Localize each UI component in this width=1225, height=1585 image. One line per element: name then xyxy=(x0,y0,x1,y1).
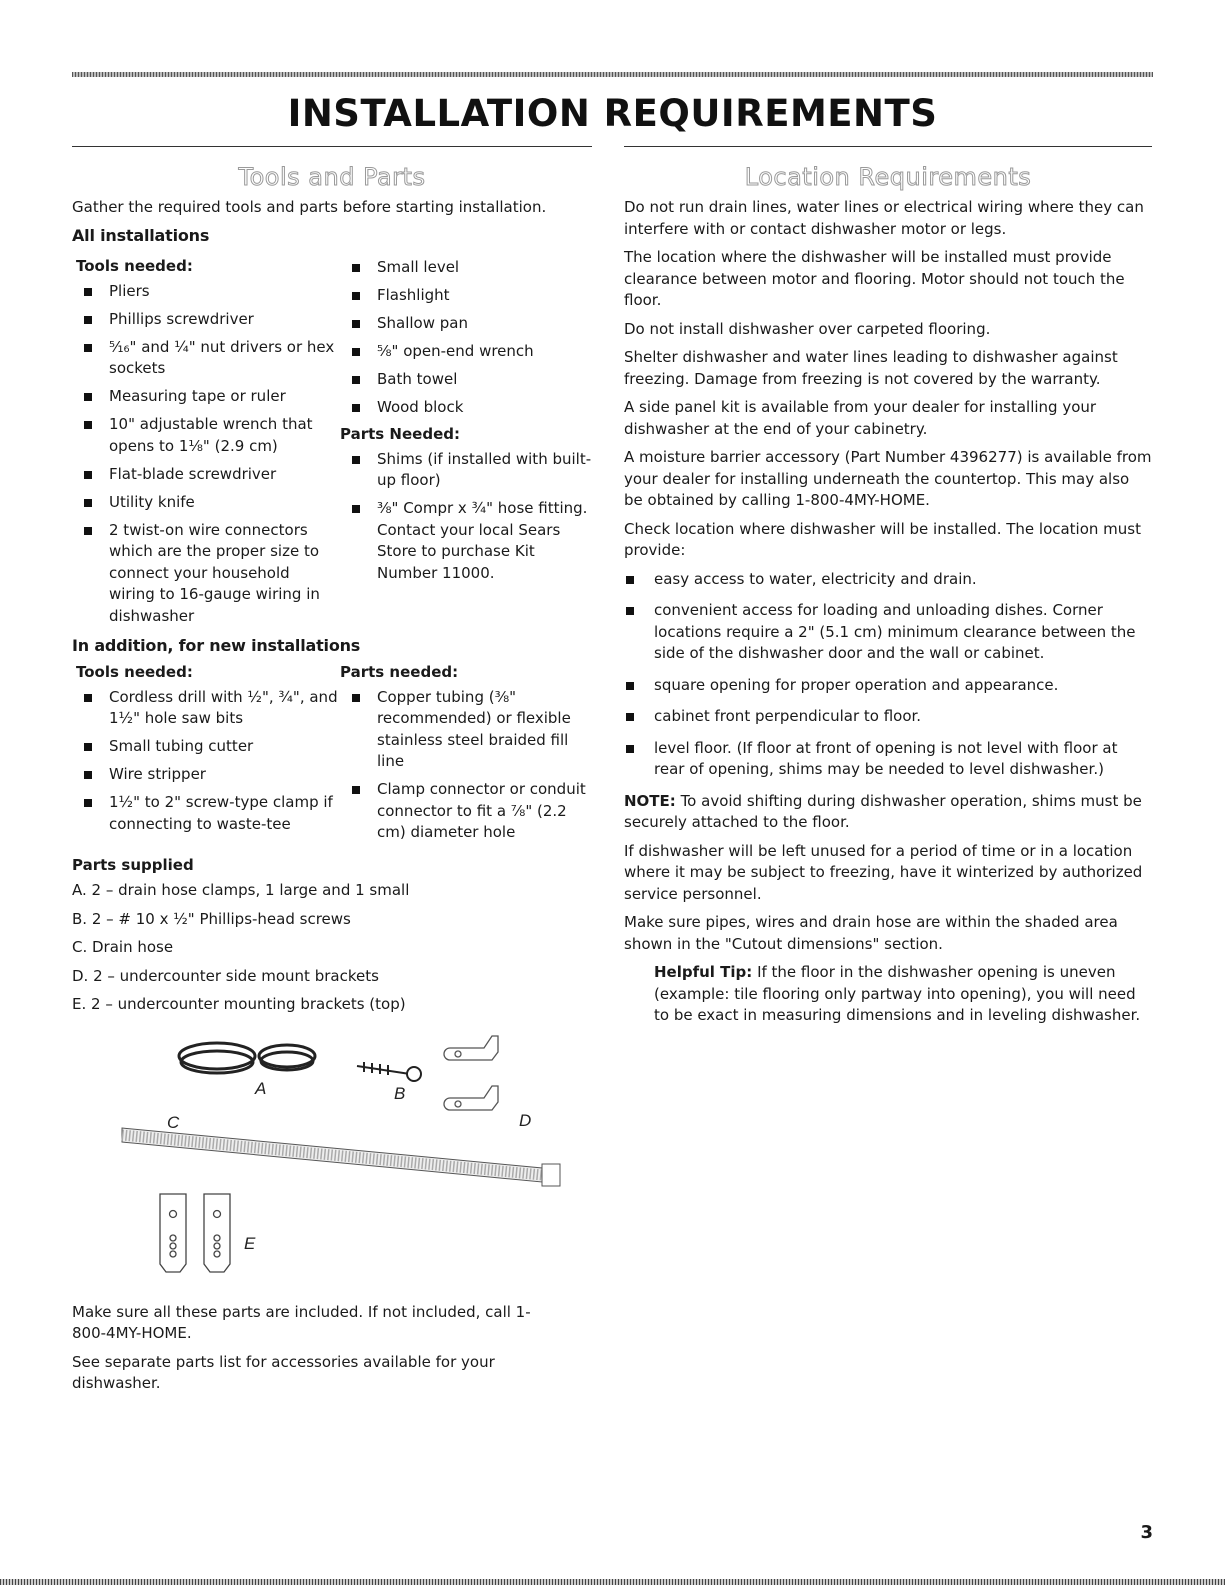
list-item: Wood block xyxy=(340,397,592,419)
list-item: Copper tubing (⅜" recommended) or flexible stainless steel braided fill line xyxy=(340,687,592,773)
parts-check-note: Make sure all these parts are included. If not included, call 1-800-4MY-HOME. xyxy=(72,1302,531,1342)
label-b: B xyxy=(394,1083,406,1103)
label-a: A xyxy=(255,1078,267,1098)
parts-illustration xyxy=(72,1026,592,1296)
parts-supplied-list xyxy=(72,880,592,1016)
list-item: ⅝" open-end wrench xyxy=(340,341,592,363)
page-title: INSTALLATION REQUIREMENTS xyxy=(287,92,938,135)
list-item: ⅜" Compr x ¾" hose fitting. Contact your local Sears Store to purchase Kit Number 11000. xyxy=(340,498,592,584)
new-tools-list xyxy=(72,687,340,836)
side-mount-brackets-illustration xyxy=(444,1036,498,1110)
list-item: Flashlight xyxy=(340,285,592,307)
list-item: D. 2 – undercounter side mount brackets xyxy=(72,966,379,985)
label-e: E xyxy=(244,1233,256,1253)
all-installations-heading: All installations xyxy=(72,225,210,245)
location-section-title: Location Requirements xyxy=(744,163,1032,191)
list-item: 10" adjustable wrench that opens to 1⅛" (2.9 cm) xyxy=(72,414,340,457)
paragraph: If dishwasher will be left unused for a period of time or in a location where it may be subject to freezing, have it winterized by authorized service personnel. xyxy=(624,841,1143,903)
label-c: C xyxy=(167,1112,180,1132)
paragraph: Do not install dishwasher over carpeted flooring. xyxy=(624,319,991,338)
tools-needed-label: Tools needed: xyxy=(76,256,193,275)
top-mounting-brackets-illustration xyxy=(160,1194,230,1272)
list-item: 1½" to 2" screw-type clamp if connecting to waste-tee xyxy=(72,792,340,835)
paragraph: Check location where dishwasher will be installed. The location must provide: xyxy=(624,519,1141,559)
tools-and-parts-column xyxy=(72,146,592,1402)
drain-hose-illustration xyxy=(122,1128,560,1186)
new-tools-needed-label: Tools needed: xyxy=(76,662,193,681)
list-item: square opening for proper operation and appearance. xyxy=(624,675,1152,697)
section-rule xyxy=(72,146,592,147)
parts-list xyxy=(340,449,592,585)
tools-parts-section-title: Tools and Parts xyxy=(238,163,426,191)
all-installations-lists xyxy=(72,251,592,634)
tip-label: Helpful Tip: xyxy=(654,963,753,981)
location-requirements-column xyxy=(624,146,1152,1034)
bottom-decorative-bar xyxy=(0,1579,1225,1585)
list-item: Shims (if installed with built-up floor) xyxy=(340,449,592,492)
note-paragraph xyxy=(624,791,1152,834)
page-number: 3 xyxy=(1140,1522,1153,1543)
list-item: level floor. (If floor at front of opening is not level with floor at rear of opening, shims may be needed to level dishwasher.) xyxy=(624,738,1152,781)
tip-text: If the floor in the dishwasher opening is uneven (example: tile flooring only partway into opening), you will need to be exact in measuring dimensions and in leveling dishwasher. xyxy=(654,963,1141,1024)
list-item: 2 twist-on wire connectors which are the proper size to connect your household wiring to 16-gauge wiring in dishwasher xyxy=(72,520,340,628)
tools-intro: Gather the required tools and parts before starting installation. xyxy=(72,198,547,216)
paragraph: The location where the dishwasher will be installed must provide clearance between motor and flooring. Motor should not touch the floor. xyxy=(624,248,1125,309)
new-parts-list xyxy=(340,687,592,844)
top-decorative-bar xyxy=(72,72,1153,77)
note-label: NOTE: xyxy=(624,791,676,810)
list-item: C. Drain hose xyxy=(72,938,174,956)
paragraph: Make sure pipes, wires and drain hose are within the shaded area shown in the "Cutout dimensions" section. xyxy=(624,913,1118,953)
section-rule xyxy=(624,146,1152,147)
list-item: Utility knife xyxy=(72,492,340,514)
accessories-note: See separate parts list for accessories available for your dishwasher. xyxy=(72,1352,495,1392)
paragraph: A side panel kit is available from your dealer for installing your dishwasher at the end of your cabinetry. xyxy=(624,398,1097,438)
screw-illustration xyxy=(357,1062,421,1081)
location-requirements-list xyxy=(624,569,1152,781)
paragraph: A moisture barrier accessory (Part Number 4396277) is available from your dealer for installing underneath the countertop. This may also be obtained by calling 1-800-4MY-HOME. xyxy=(624,448,1152,509)
tools-list xyxy=(72,281,340,628)
list-item: E. 2 – undercounter mounting brackets (top) xyxy=(72,995,406,1013)
list-item: easy access to water, electricity and drain. xyxy=(624,569,1152,591)
list-item: Clamp connector or conduit connector to fit a ⅞" (2.2 cm) diameter hole xyxy=(340,779,592,844)
list-item: Pliers xyxy=(72,281,340,303)
list-item: Small tubing cutter xyxy=(72,736,340,758)
list-item: ⁵⁄₁₆" and ¼" nut drivers or hex sockets xyxy=(72,337,340,380)
list-item: Shallow pan xyxy=(340,313,592,335)
parts-needed-label: Parts Needed: xyxy=(340,424,460,443)
list-item: convenient access for loading and unloading dishes. Corner locations require a 2" (5.1 cm) minimum clearance between the side of the dishwasher door and the wall or cabinet. xyxy=(624,600,1152,665)
paragraph: Shelter dishwasher and water lines leading to dishwasher against freezing. Damage from freezing is not covered by the warranty. xyxy=(624,348,1118,388)
tools-list-col2 xyxy=(340,257,592,419)
paragraph: Do not run drain lines, water lines or electrical wiring where they can interfere with or contact dishwasher motor or legs. xyxy=(624,198,1144,238)
list-item: Measuring tape or ruler xyxy=(72,386,340,408)
new-installations-lists xyxy=(72,661,592,851)
list-item: Flat-blade screwdriver xyxy=(72,464,340,486)
hose-clamps-illustration xyxy=(179,1043,315,1073)
list-item: cabinet front perpendicular to floor. xyxy=(624,706,1152,728)
list-item: Small level xyxy=(340,257,592,279)
list-item: A. 2 – drain hose clamps, 1 large and 1 small xyxy=(72,881,410,899)
list-item: Bath towel xyxy=(340,369,592,391)
parts-supplied-heading: Parts supplied xyxy=(72,856,194,874)
list-item: Cordless drill with ½", ¾", and 1½" hole saw bits xyxy=(72,687,340,730)
list-item: Wire stripper xyxy=(72,764,340,786)
new-installations-heading: In addition, for new installations xyxy=(72,635,361,655)
helpful-tip xyxy=(654,962,1152,1027)
parts-illustration-svg xyxy=(72,1026,572,1296)
list-item: Phillips screwdriver xyxy=(72,309,340,331)
label-d: D xyxy=(519,1110,532,1130)
note-text: To avoid shifting during dishwasher operation, shims must be securely attached to the floor. xyxy=(624,791,1142,831)
new-parts-needed-label: Parts needed: xyxy=(340,662,459,681)
list-item: B. 2 – # 10 x ½" Phillips-head screws xyxy=(72,909,351,928)
